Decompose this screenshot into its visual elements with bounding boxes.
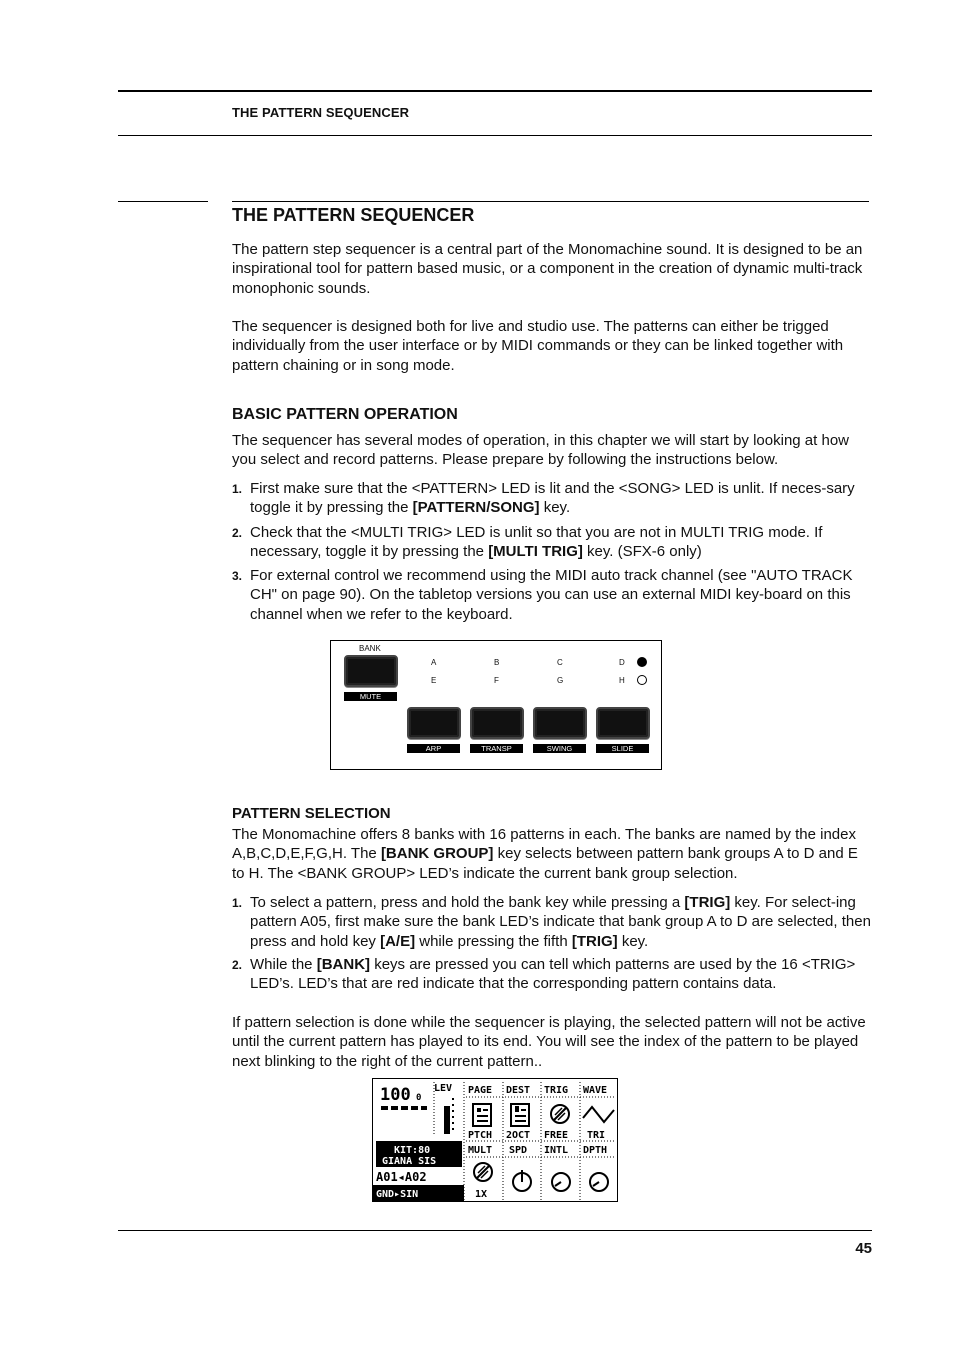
- lcd-param-mult: MULT: [468, 1145, 493, 1156]
- list-item: [232, 523, 872, 563]
- lcd-value-ptch: PTCH: [468, 1130, 493, 1141]
- lcd-param-spd: SPD: [509, 1145, 528, 1156]
- list-number: 1.: [232, 896, 243, 910]
- intro-paragraph-2: The sequencer is designed both for live and studio use. The patterns can either be trigged individually from the user interface or by MIDI commands or they can be linked together with pattern chaining or in song mode.: [232, 318, 844, 374]
- header-bottom-rule: [118, 135, 872, 136]
- section-rule-right: [232, 201, 869, 202]
- bank-label: BANK: [359, 644, 381, 653]
- list-number: 3.: [232, 569, 243, 583]
- list-item: [232, 479, 872, 519]
- list-text: While the [BANK] keys are pressed you can tell which patterns are used by the 16 <TRIG> LED’s. LED’s that are red indicate that the corresponding pattern contains data.: [250, 956, 856, 993]
- pattern-selection-intro: The Monomachine offers 8 banks with 16 patterns in each. The banks are named by the index A,B,C,D,E,F,G,H. The [BANK GROUP] key selects between pattern bank groups A to D and E to H. The <BANK GROUP> LED’s indicate the current bank group selection.: [232, 826, 858, 882]
- transp-label: TRANSP: [470, 744, 523, 753]
- list-number: 2.: [232, 526, 243, 540]
- arp-label: ARP: [407, 744, 460, 753]
- list-text: To select a pattern, press and hold the bank key while pressing a [TRIG] key. For select-ing pattern A05, first make sure the bank LED’s indicate that bank group A to D are selected, then press and hold key [A/E] while pressing the fifth [TRIG] key.: [250, 894, 871, 950]
- mute-label: MUTE: [344, 692, 397, 701]
- lcd-tempo-suffix: 0: [416, 1093, 422, 1103]
- lcd-value-1x: 1X: [475, 1189, 488, 1200]
- list-item: [232, 893, 872, 953]
- list-number: 2.: [232, 958, 243, 972]
- pattern-selection-outro: If pattern selection is done while the sequencer is playing, the selected pattern will not be active until the current pattern has played to its end. You will see the index of the pattern to be played next blinking to the right of the current pattern..: [232, 1014, 866, 1070]
- lcd-patterns: A01◂A02: [376, 1170, 427, 1184]
- list-text: First make sure that the <PATTERN> LED is lit and the <SONG> LED is unlit. If neces-sary toggle it by pressing the [PATTERN/SONG] key.: [250, 480, 855, 517]
- list-text: For external control we recommend using the MIDI auto track channel (see "AUTO TRACK CH" on page 90). On the tabletop versions you can use an external MIDI key-board on this channel when we refer to the keyboard.: [250, 567, 853, 623]
- list-text: Check that the <MULTI TRIG> LED is unlit so that you are not in MULTI TRIG mode. If necessary, toggle it by pressing the [MULTI TRIG] key. (SFX-6 only): [250, 524, 823, 561]
- header-top-rule: [118, 90, 872, 92]
- bank-group-led-off: [637, 675, 647, 685]
- lcd-param-intl: INTL: [544, 1145, 569, 1156]
- lcd-machine: GND▸SIN: [376, 1189, 419, 1200]
- lcd-param-wave: WAVE: [583, 1085, 608, 1096]
- lcd-screen-figure: [372, 1078, 618, 1202]
- page-number: 45: [855, 1240, 872, 1257]
- section-title: THE PATTERN SEQUENCER: [232, 205, 475, 225]
- section-rule-left: [118, 201, 208, 202]
- bank-letter-g: G: [557, 676, 564, 685]
- lcd-value-2oct: 2OCT: [506, 1130, 531, 1141]
- lcd-value-tri: TRI: [587, 1130, 606, 1141]
- lcd-kit: KIT:80: [394, 1145, 431, 1156]
- key-c: [533, 707, 587, 739]
- bank-letter-c: C: [557, 658, 563, 667]
- key-b: [470, 707, 524, 739]
- bank-letter-b: B: [494, 658, 500, 667]
- key-a: [407, 707, 461, 739]
- bank-letter-a: A: [431, 658, 437, 667]
- lcd-tempo: 100: [380, 1085, 411, 1105]
- lcd-param-dest: DEST: [506, 1085, 531, 1096]
- bank-keys-figure: [330, 640, 662, 770]
- basic-operation-title: BASIC PATTERN OPERATION: [232, 406, 458, 423]
- bank-letter-e: E: [431, 676, 437, 685]
- lcd-param-trig: TRIG: [544, 1085, 569, 1096]
- bank-letter-d: D: [619, 658, 625, 667]
- bank-letter-h: H: [619, 676, 625, 685]
- basic-operation-intro: The sequencer has several modes of operation, in this chapter we will start by looking at how you select and record patterns. Please prepare by following the instructions below.: [232, 432, 849, 469]
- lcd-lev-label: LEV: [434, 1083, 453, 1094]
- list-item: [232, 566, 872, 626]
- lcd-param-page: PAGE: [468, 1085, 493, 1096]
- lcd-kit-name: GIANA SIS: [382, 1156, 437, 1167]
- swing-label: SWING: [533, 744, 586, 753]
- footer-rule: [118, 1230, 872, 1231]
- intro-paragraph-1: The pattern step sequencer is a central part of the Monomachine sound. It is designed to be an inspirational tool for pattern based music, or a component in the creation of dynamic multi-track monophonic sounds.: [232, 241, 863, 297]
- bank-group-led-on: [637, 657, 647, 667]
- key-d: [596, 707, 650, 739]
- lcd-value-free: FREE: [544, 1130, 569, 1141]
- list-number: 1.: [232, 482, 243, 496]
- pattern-selection-title: PATTERN SELECTION: [232, 805, 391, 822]
- bank-key: [344, 655, 398, 687]
- slide-label: SLIDE: [596, 744, 649, 753]
- lcd-param-dpth: DPTH: [583, 1145, 608, 1156]
- list-item: [232, 955, 872, 995]
- running-header: THE PATTERN SEQUENCER: [232, 105, 410, 120]
- bank-letter-f: F: [494, 676, 499, 685]
